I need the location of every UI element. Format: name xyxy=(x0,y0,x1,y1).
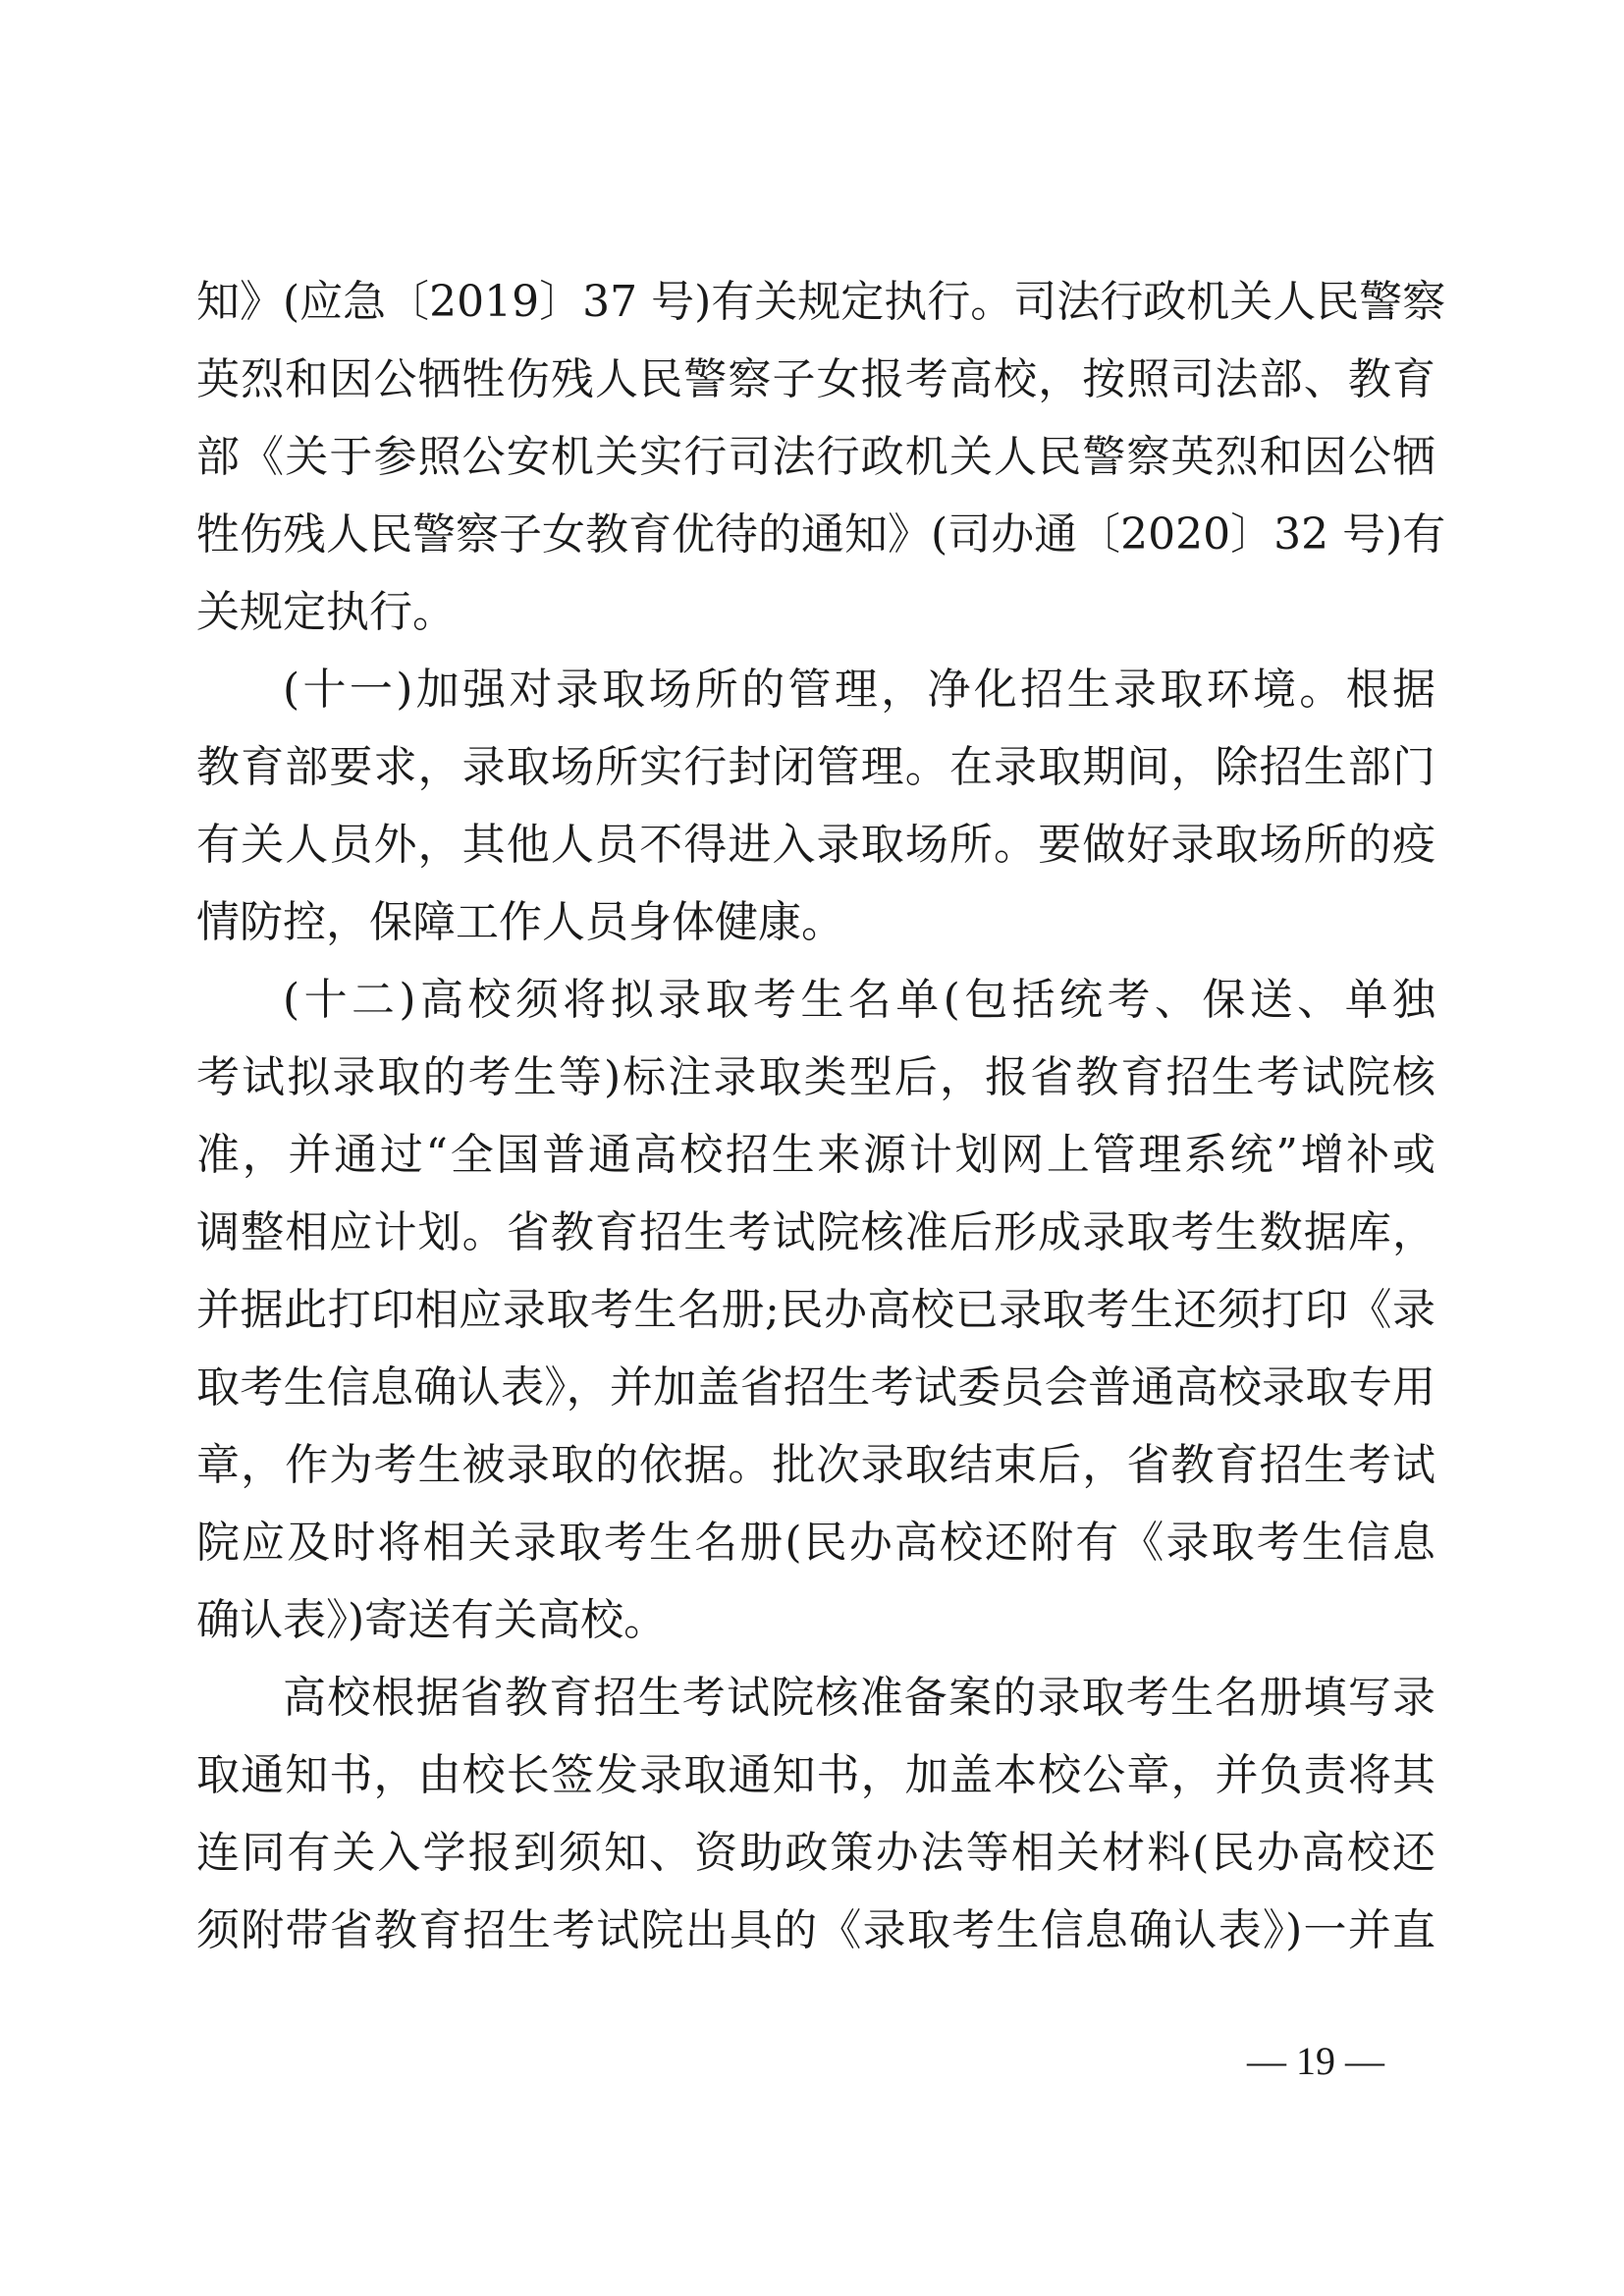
text-line: 部《关于参照公安机关实行司法行政机关人民警察英烈和因公牺 xyxy=(196,432,1435,482)
text-line: 调整相应计划。省教育招生考试院核准后形成录取考生数据库， xyxy=(196,1207,1435,1257)
paragraph xyxy=(196,961,1435,1659)
text-line: 须附带省教育招生考试院出具的《录取考生信息确认表》)一并直 xyxy=(196,1905,1435,1955)
text-line: 牲伤残人民警察子女教育优待的通知》(司办通〔2020〕32 号)有 xyxy=(196,509,1446,560)
text-line: 关规定执行。 xyxy=(196,587,456,637)
text-line: 连同有关入学报到须知、资助政策办法等相关材料(民办高校还 xyxy=(196,1828,1435,1878)
text-line: 确认表》)寄送有关高校。 xyxy=(196,1595,668,1645)
text-line: 取考生信息确认表》，并加盖省招生考试委员会普通高校录取专用 xyxy=(196,1362,1435,1413)
paragraph xyxy=(196,651,1435,961)
text-line: 高校根据省教育招生考试院核准备案的录取考生名册填写录 xyxy=(283,1673,1435,1723)
text-line: 有关人员外，其他人员不得进入录取场所。要做好录取场所的疫 xyxy=(196,820,1435,870)
paragraph xyxy=(196,263,1446,651)
text-line: (十一)加强对录取场所的管理，净化招生录取环境。根据 xyxy=(283,665,1435,715)
text-line: 取通知书，由校长签发录取通知书，加盖本校公章，并负责将其 xyxy=(196,1750,1435,1800)
text-line: 院应及时将相关录取考生名册(民办高校还附有《录取考生信息 xyxy=(196,1518,1435,1568)
text-line: (十二)高校须将拟录取考生名单(包括统考、保送、单独 xyxy=(283,975,1435,1025)
paragraph xyxy=(196,1659,1435,1969)
text-line: 教育部要求，录取场所实行封闭管理。在录取期间，除招生部门 xyxy=(196,742,1435,792)
text-line: 准，并通过“全国普通高校招生来源计划网上管理系统”增补或 xyxy=(196,1130,1435,1180)
text-line: 并据此打印相应录取考生名册;民办高校已录取考生还须打印《录 xyxy=(196,1285,1435,1335)
text-line: 情防控，保障工作人员身体健康。 xyxy=(196,897,844,947)
text-line: 章，作为考生被录取的依据。批次录取结束后，省教育招生考试 xyxy=(196,1440,1435,1490)
text-line: 英烈和因公牺牲伤残人民警察子女报考高校，按照司法部、教育 xyxy=(196,354,1435,404)
text-line: 考试拟录取的考生等)标注录取类型后，报省教育招生考试院核 xyxy=(196,1052,1435,1102)
page-number: — 19 — xyxy=(1247,2039,1384,2083)
document-body xyxy=(196,263,1446,1969)
text-line: 知》(应急〔2019〕37 号)有关规定执行。司法行政机关人民警察 xyxy=(196,277,1446,327)
